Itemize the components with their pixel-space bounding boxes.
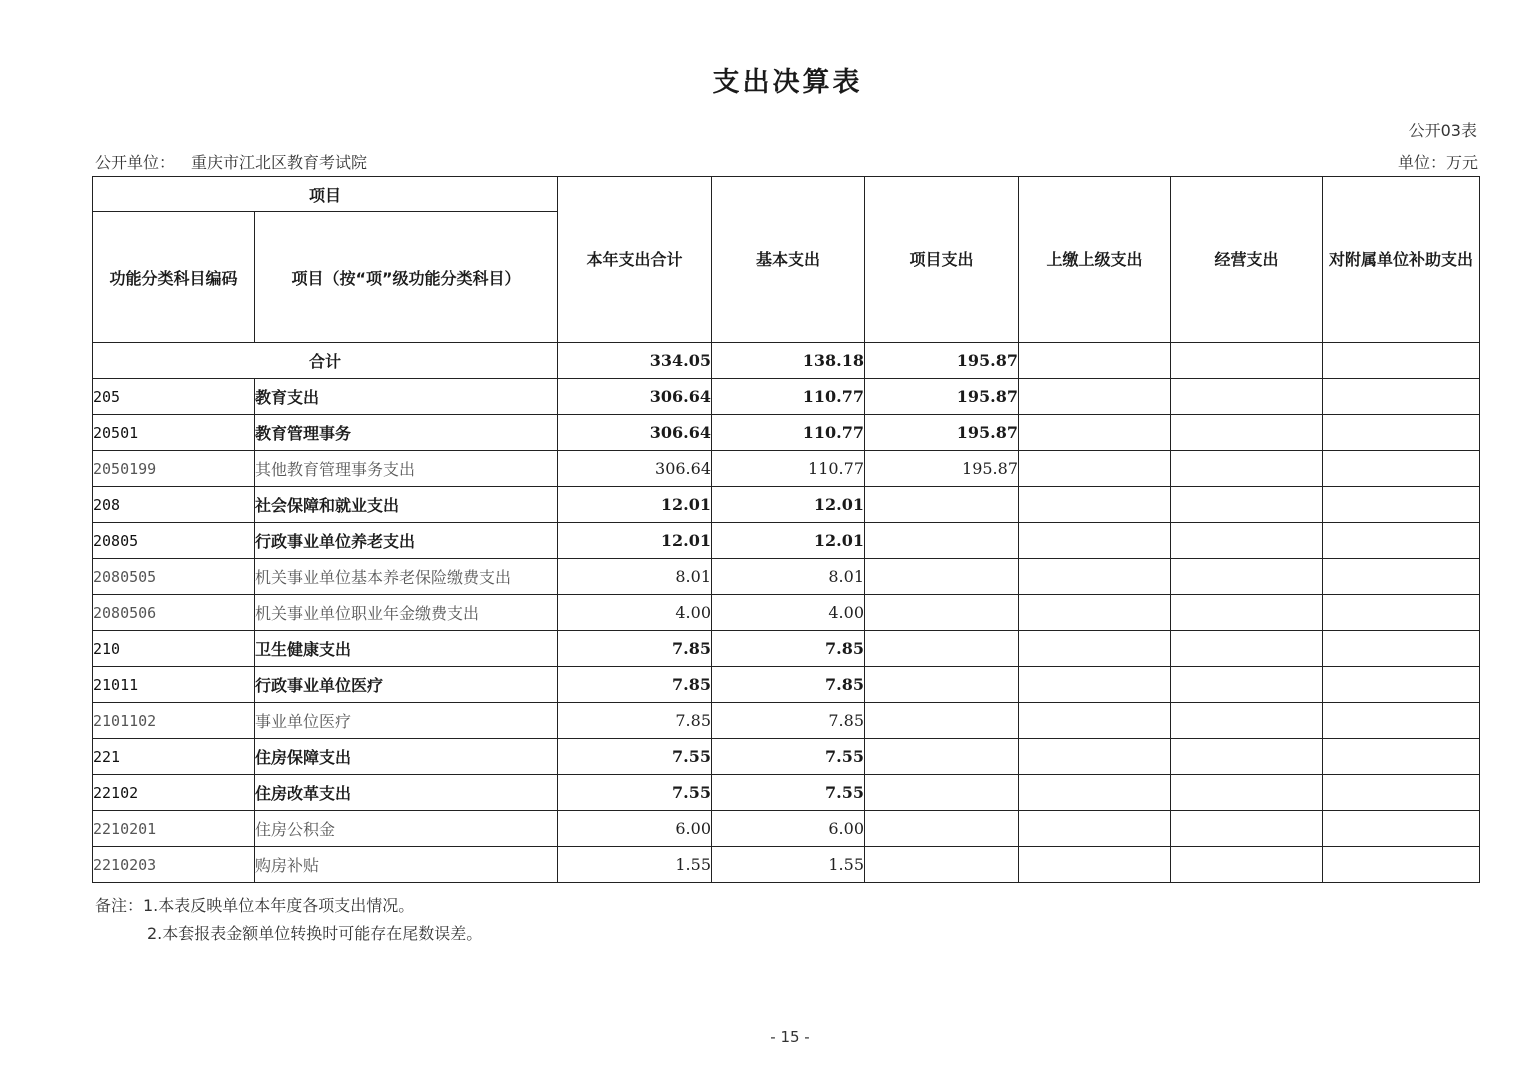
name-cell: 住房改革支出 bbox=[255, 775, 558, 811]
project-cell: 195.87 bbox=[865, 379, 1019, 415]
header-basic: 基本支出 bbox=[712, 177, 865, 343]
expenditure-table bbox=[92, 176, 1480, 883]
header-upper-remit: 上缴上级支出 bbox=[1019, 177, 1171, 343]
total-cell: 306.64 bbox=[558, 451, 712, 487]
upper-cell bbox=[1019, 775, 1171, 811]
total-cell: 12.01 bbox=[558, 487, 712, 523]
project-cell bbox=[865, 667, 1019, 703]
business-cell bbox=[1171, 559, 1323, 595]
business-cell bbox=[1171, 703, 1323, 739]
upper-cell bbox=[1019, 631, 1171, 667]
total-cell: 7.85 bbox=[558, 703, 712, 739]
form-number: 公开03表 bbox=[1408, 121, 1477, 140]
business-cell bbox=[1171, 523, 1323, 559]
subsidy-cell bbox=[1323, 847, 1480, 883]
header-name: 项目（按“项”级功能分类科目） bbox=[255, 212, 558, 343]
subsidy-cell bbox=[1323, 631, 1480, 667]
project-cell: 195.87 bbox=[865, 415, 1019, 451]
subsidy-cell bbox=[1323, 739, 1480, 775]
name-cell: 行政事业单位医疗 bbox=[255, 667, 558, 703]
code-cell: 2080505 bbox=[93, 559, 255, 595]
total-cell: 7.55 bbox=[558, 775, 712, 811]
basic-cell: 138.18 bbox=[712, 343, 865, 379]
subsidy-cell bbox=[1323, 595, 1480, 631]
project-cell bbox=[865, 487, 1019, 523]
table-row bbox=[93, 775, 1480, 811]
code-cell: 221 bbox=[93, 739, 255, 775]
upper-cell bbox=[1019, 559, 1171, 595]
total-cell: 306.64 bbox=[558, 379, 712, 415]
upper-cell bbox=[1019, 595, 1171, 631]
name-cell: 教育支出 bbox=[255, 379, 558, 415]
total-cell: 306.64 bbox=[558, 415, 712, 451]
subsidy-cell bbox=[1323, 523, 1480, 559]
subsidy-cell bbox=[1323, 775, 1480, 811]
basic-cell: 7.85 bbox=[712, 703, 865, 739]
name-cell: 机关事业单位职业年金缴费支出 bbox=[255, 595, 558, 631]
table-row bbox=[93, 523, 1480, 559]
business-cell bbox=[1171, 775, 1323, 811]
project-cell bbox=[865, 739, 1019, 775]
project-cell bbox=[865, 559, 1019, 595]
business-cell bbox=[1171, 595, 1323, 631]
header-business: 经营支出 bbox=[1171, 177, 1323, 343]
upper-cell bbox=[1019, 739, 1171, 775]
basic-cell: 110.77 bbox=[712, 451, 865, 487]
name-cell: 卫生健康支出 bbox=[255, 631, 558, 667]
business-cell bbox=[1171, 379, 1323, 415]
project-cell: 195.87 bbox=[865, 451, 1019, 487]
basic-cell: 4.00 bbox=[712, 595, 865, 631]
name-cell: 其他教育管理事务支出 bbox=[255, 451, 558, 487]
business-cell bbox=[1171, 667, 1323, 703]
total-row bbox=[93, 343, 1480, 379]
subsidy-cell bbox=[1323, 343, 1480, 379]
name-cell: 机关事业单位基本养老保险缴费支出 bbox=[255, 559, 558, 595]
basic-cell: 12.01 bbox=[712, 523, 865, 559]
project-cell bbox=[865, 523, 1019, 559]
subsidy-cell bbox=[1323, 487, 1480, 523]
code-cell: 2210203 bbox=[93, 847, 255, 883]
upper-cell bbox=[1019, 379, 1171, 415]
project-cell bbox=[865, 703, 1019, 739]
basic-cell: 8.01 bbox=[712, 559, 865, 595]
business-cell bbox=[1171, 487, 1323, 523]
business-cell bbox=[1171, 847, 1323, 883]
total-cell: 334.05 bbox=[558, 343, 712, 379]
total-cell: 7.85 bbox=[558, 631, 712, 667]
business-cell bbox=[1171, 811, 1323, 847]
basic-cell: 7.55 bbox=[712, 739, 865, 775]
upper-cell bbox=[1019, 667, 1171, 703]
upper-cell bbox=[1019, 847, 1171, 883]
code-cell: 21011 bbox=[93, 667, 255, 703]
code-cell: 2050199 bbox=[93, 451, 255, 487]
basic-cell: 1.55 bbox=[712, 847, 865, 883]
total-cell: 8.01 bbox=[558, 559, 712, 595]
code-cell: 20501 bbox=[93, 415, 255, 451]
total-cell: 12.01 bbox=[558, 523, 712, 559]
note-line-1: 备注：1.本表反映单位本年度各项支出情况。 bbox=[95, 896, 415, 915]
currency-unit: 单位：万元 bbox=[1397, 153, 1478, 172]
table-row bbox=[93, 379, 1480, 415]
table-row bbox=[93, 451, 1480, 487]
subsidy-cell bbox=[1323, 451, 1480, 487]
subsidy-cell bbox=[1323, 811, 1480, 847]
name-cell: 住房保障支出 bbox=[255, 739, 558, 775]
subsidy-cell bbox=[1323, 415, 1480, 451]
subsidy-cell bbox=[1323, 703, 1480, 739]
code-cell: 22102 bbox=[93, 775, 255, 811]
project-cell: 195.87 bbox=[865, 343, 1019, 379]
code-cell: 210 bbox=[93, 631, 255, 667]
basic-cell: 7.55 bbox=[712, 775, 865, 811]
business-cell bbox=[1171, 451, 1323, 487]
header-project: 项目 bbox=[93, 177, 558, 212]
header-code: 功能分类科目编码 bbox=[93, 212, 255, 343]
note-line-2: 2.本套报表金额单位转换时可能存在尾数误差。 bbox=[147, 924, 483, 943]
name-cell: 事业单位医疗 bbox=[255, 703, 558, 739]
upper-cell bbox=[1019, 487, 1171, 523]
page-title: 支出决算表 bbox=[712, 67, 863, 98]
business-cell bbox=[1171, 631, 1323, 667]
business-cell bbox=[1171, 343, 1323, 379]
table-row bbox=[93, 847, 1480, 883]
project-cell bbox=[865, 847, 1019, 883]
unit-name: 重庆市江北区教育考试院 bbox=[191, 153, 368, 172]
subsidy-cell bbox=[1323, 559, 1480, 595]
header-subsidy: 对附属单位补助支出 bbox=[1323, 177, 1480, 343]
total-label: 合计 bbox=[93, 343, 558, 379]
notes bbox=[95, 892, 482, 948]
basic-cell: 7.85 bbox=[712, 667, 865, 703]
basic-cell: 6.00 bbox=[712, 811, 865, 847]
name-cell: 购房补贴 bbox=[255, 847, 558, 883]
basic-cell: 110.77 bbox=[712, 415, 865, 451]
table-row bbox=[93, 559, 1480, 595]
project-cell bbox=[865, 595, 1019, 631]
subsidy-cell bbox=[1323, 379, 1480, 415]
total-cell: 1.55 bbox=[558, 847, 712, 883]
basic-cell: 7.85 bbox=[712, 631, 865, 667]
project-cell bbox=[865, 775, 1019, 811]
name-cell: 社会保障和就业支出 bbox=[255, 487, 558, 523]
code-cell: 208 bbox=[93, 487, 255, 523]
table-row bbox=[93, 739, 1480, 775]
table-row bbox=[93, 703, 1480, 739]
upper-cell bbox=[1019, 811, 1171, 847]
name-cell: 教育管理事务 bbox=[255, 415, 558, 451]
total-cell: 6.00 bbox=[558, 811, 712, 847]
table-row bbox=[93, 487, 1480, 523]
page-number: - 15 - bbox=[770, 1028, 810, 1046]
subsidy-cell bbox=[1323, 667, 1480, 703]
total-cell: 7.85 bbox=[558, 667, 712, 703]
code-cell: 2210201 bbox=[93, 811, 255, 847]
table-row bbox=[93, 811, 1480, 847]
total-cell: 4.00 bbox=[558, 595, 712, 631]
table-row bbox=[93, 667, 1480, 703]
project-cell bbox=[865, 631, 1019, 667]
project-cell bbox=[865, 811, 1019, 847]
unit-label: 公开单位： bbox=[95, 153, 176, 172]
basic-cell: 12.01 bbox=[712, 487, 865, 523]
total-cell: 7.55 bbox=[558, 739, 712, 775]
name-cell: 行政事业单位养老支出 bbox=[255, 523, 558, 559]
table-row bbox=[93, 595, 1480, 631]
name-cell: 住房公积金 bbox=[255, 811, 558, 847]
business-cell bbox=[1171, 415, 1323, 451]
code-cell: 2080506 bbox=[93, 595, 255, 631]
upper-cell bbox=[1019, 703, 1171, 739]
table-row bbox=[93, 415, 1480, 451]
upper-cell bbox=[1019, 451, 1171, 487]
business-cell bbox=[1171, 739, 1323, 775]
upper-cell bbox=[1019, 523, 1171, 559]
code-cell: 20805 bbox=[93, 523, 255, 559]
basic-cell: 110.77 bbox=[712, 379, 865, 415]
upper-cell bbox=[1019, 343, 1171, 379]
upper-cell bbox=[1019, 415, 1171, 451]
header-project-expenditure: 项目支出 bbox=[865, 177, 1019, 343]
reporting-unit bbox=[95, 150, 383, 173]
code-cell: 205 bbox=[93, 379, 255, 415]
table-row bbox=[93, 631, 1480, 667]
header-total: 本年支出合计 bbox=[558, 177, 712, 343]
code-cell: 2101102 bbox=[93, 703, 255, 739]
